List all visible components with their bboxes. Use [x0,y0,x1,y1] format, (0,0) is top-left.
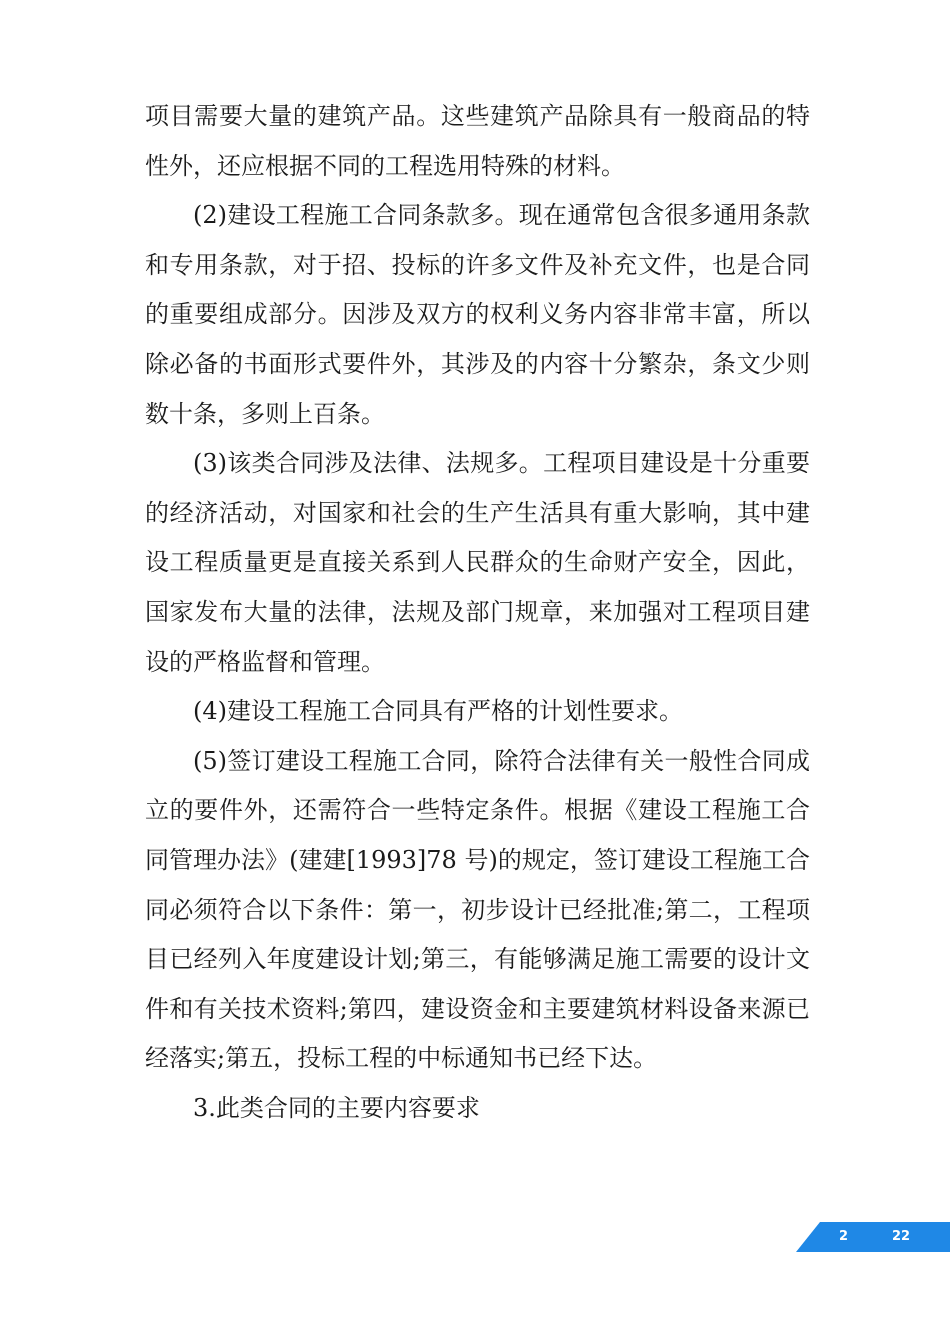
footer-accent-shape [796,1222,950,1252]
total-pages-number: 22 [892,1229,911,1244]
document-body [145,92,810,1133]
page-number-footer [796,1222,950,1252]
paragraph-item-5: (5)签订建设工程施工合同，除符合法律有关一般性合同成立的要件外，还需符合一些特定条件。根据《建设工程施工合同管理办法》(建建[1993]78 号)的规定，签订建设工程施工合同必须符合以下条件：第一，初步设计已经批准;第二，工程项目已经列入年度建设计划;第三，有能够满足施工需要的设计文件和有关技术资料;第四，建设资金和主要建筑材料设备来源已经落实;第五，投标工程的中标通知书已经下达。 [145,746,810,1073]
paragraph-continuation: 项目需要大量的建筑产品。这些建筑产品除具有一般商品的特性外，还应根据不同的工程选用特殊的材料。 [145,102,810,180]
paragraph-item-3: (3)该类合同涉及法律、法规多。工程项目建设是十分重要的经济活动，对国家和社会的生产生活具有重大影响，其中建设工程质量更是直接关系到人民群众的生命财产安全，因此，国家发布大量的法律，法规及部门规章，来加强对工程项目建设的严格监督和管理。 [145,449,810,676]
paragraph-item-4: (4)建设工程施工合同具有严格的计划性要求。 [193,697,683,726]
paragraph-item-2: (2)建设工程施工合同条款多。现在通常包含很多通用条款和专用条款，对于招、投标的许多文件及补充文件，也是合同的重要组成部分。因涉及双方的权利义务内容非常丰富，所以除必备的书面形式要件外，其涉及的内容十分繁杂，条文少则数十条，多则上百条。 [145,201,810,428]
current-page-number: 2 [839,1229,849,1244]
section-heading: 3.此类合同的主要内容要求 [193,1093,480,1122]
